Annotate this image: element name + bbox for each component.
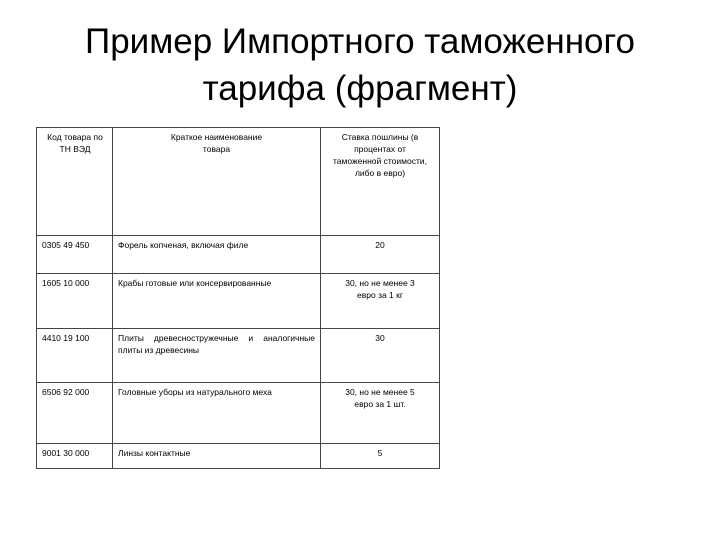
cell-rate	[321, 274, 440, 329]
cell-rate-value: 20	[375, 240, 385, 250]
cell-code: 4410 19 100	[37, 329, 113, 383]
cell-name: Линзы контактные	[113, 444, 321, 469]
table-row	[37, 329, 440, 383]
cell-name: Крабы готовые или консервированные	[113, 274, 321, 329]
cell-name: Плиты древесностружечные и аналогичные плиты из древесины	[113, 329, 321, 383]
cell-name: Форель копченая, включая филе	[113, 236, 321, 274]
header-name-label: Краткое наименование товара	[170, 132, 263, 154]
table-row	[37, 236, 440, 274]
cell-rate-value: 30	[375, 333, 385, 343]
tariff-table	[36, 127, 440, 469]
slide-title-line-1: Пример Импортного таможенного	[85, 22, 635, 61]
slide-title-line-2: тарифа (фрагмент)	[202, 69, 518, 108]
table-row	[37, 383, 440, 444]
header-code	[37, 128, 113, 236]
table-header-row	[37, 128, 440, 236]
cell-rate	[321, 236, 440, 274]
cell-code: 0305 49 450	[37, 236, 113, 274]
cell-rate-value: 30, но не менее 3 евро за 1 кг	[345, 278, 415, 300]
cell-rate	[321, 329, 440, 383]
header-code-label: Код товара по ТН ВЭД	[47, 132, 103, 154]
cell-code: 1605 10 000	[37, 274, 113, 329]
cell-code: 9001 30 000	[37, 444, 113, 469]
cell-rate-value: 30, но не менее 5 евро за 1 шт.	[345, 387, 415, 409]
header-name	[113, 128, 321, 236]
header-rate	[321, 128, 440, 236]
cell-rate	[321, 383, 440, 444]
cell-name: Головные уборы из натурального меха	[113, 383, 321, 444]
table-row	[37, 444, 440, 469]
cell-rate-value: 5	[377, 448, 383, 458]
cell-rate	[321, 444, 440, 469]
cell-code: 6506 92 000	[37, 383, 113, 444]
header-rate-label: Ставка пошлины (в процентах от таможенной стоимости, либо в евро)	[333, 132, 427, 178]
table-row	[37, 274, 440, 329]
slide-title	[0, 18, 720, 112]
